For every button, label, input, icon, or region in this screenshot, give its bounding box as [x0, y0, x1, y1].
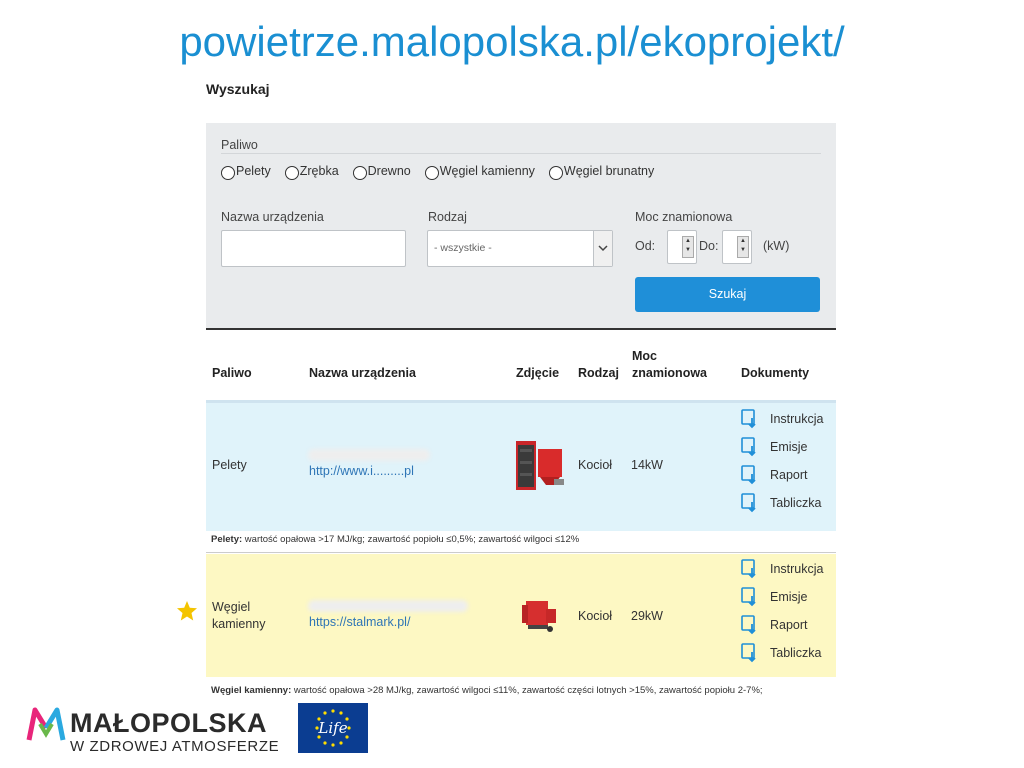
radio-icon[interactable] — [221, 166, 235, 180]
row-power: 29kW — [631, 609, 663, 623]
fuel-divider — [221, 153, 821, 154]
star-icon — [176, 600, 198, 622]
document-download-icon — [740, 587, 760, 607]
doc-link-instrukcja[interactable]: Instrukcja — [740, 559, 824, 579]
header-fuel: Paliwo — [212, 366, 252, 380]
doc-link-emisje[interactable]: Emisje — [740, 437, 808, 457]
radio-icon[interactable] — [425, 166, 439, 180]
device-name-input[interactable] — [221, 230, 406, 267]
power-to-label: Do: — [699, 239, 719, 253]
power-from-label: Od: — [635, 239, 656, 253]
row-type: Kocioł — [578, 609, 613, 623]
malopolska-m-icon — [26, 704, 66, 744]
spinner-arrows-icon[interactable]: ▲ ▼ — [737, 236, 749, 258]
eu-life-logo — [298, 703, 368, 753]
table-row — [206, 554, 836, 677]
power-label: Moc znamionowa — [635, 210, 733, 224]
row-power: 14kW — [631, 458, 663, 472]
doc-link-emisje[interactable]: Emisje — [740, 587, 808, 607]
device-name-label: Nazwa urządzenia — [221, 210, 324, 224]
slide-title: powietrze.malopolska.pl/ekoprojekt/ — [179, 18, 845, 65]
row-fuel: Pelety — [212, 458, 247, 472]
document-download-icon — [740, 643, 760, 663]
radio-icon[interactable] — [353, 166, 367, 180]
website-screenshot — [166, 76, 856, 703]
document-download-icon — [740, 465, 760, 485]
document-download-icon — [740, 559, 760, 579]
header-power-line1: Moc — [632, 349, 657, 363]
fuel-note-pelety: Pelety: wartość opałowa >17 MJ/kg; zawartość popiołu ≤0,5%; zawartość wilgoci ≤12% — [211, 534, 580, 545]
row-fuel-line2: kamienny — [212, 617, 266, 631]
fuel-radio-pelety[interactable]: Pelety — [221, 163, 271, 179]
boiler-photo — [520, 595, 560, 635]
row-url-link[interactable]: https://stalmark.pl/ — [309, 615, 411, 629]
boiler-photo — [514, 439, 568, 493]
chevron-down-icon[interactable] — [593, 231, 612, 266]
doc-link-tabliczka[interactable]: Tabliczka — [740, 643, 821, 663]
fuel-radio-group — [221, 163, 668, 179]
row-url-link[interactable]: http://www.i.........pl — [309, 464, 414, 478]
power-unit: (kW) — [763, 239, 790, 253]
type-select[interactable] — [427, 230, 613, 267]
redacted-device-name — [308, 449, 430, 461]
power-to-input[interactable] — [722, 230, 752, 264]
search-form-panel — [206, 123, 836, 330]
power-from-input[interactable] — [667, 230, 697, 264]
doc-link-raport[interactable]: Raport — [740, 465, 808, 485]
logo-name: MAŁOPOLSKA — [70, 708, 267, 738]
search-button[interactable]: Szukaj — [635, 277, 820, 312]
doc-link-tabliczka[interactable]: Tabliczka — [740, 493, 821, 513]
header-photo: Zdjęcie — [516, 366, 560, 380]
document-download-icon — [740, 409, 760, 429]
fuel-radio-wegiel-kamienny[interactable]: Węgiel kamienny — [425, 163, 535, 179]
header-device-name: Nazwa urządzenia — [309, 366, 416, 380]
row-type: Kocioł — [578, 458, 613, 472]
doc-link-raport[interactable]: Raport — [740, 615, 808, 635]
eu-stars-icon — [298, 703, 368, 753]
document-download-icon — [740, 437, 760, 457]
row-divider — [206, 552, 836, 553]
logo-tagline: W ZDROWEJ ATMOSFERZE — [70, 738, 280, 755]
document-download-icon — [740, 615, 760, 635]
fuel-radio-wegiel-brunatny[interactable]: Węgiel brunatny — [549, 163, 654, 179]
redacted-device-name — [308, 600, 468, 612]
type-select-value: - wszystkie - — [434, 242, 492, 254]
radio-icon[interactable] — [285, 166, 299, 180]
header-power-line2: znamionowa — [632, 366, 708, 380]
radio-icon[interactable] — [549, 166, 563, 180]
table-row — [206, 400, 836, 531]
search-heading: Wyszukaj — [206, 81, 270, 97]
header-type: Rodzaj — [578, 366, 619, 380]
type-label: Rodzaj — [428, 210, 467, 224]
fuel-radio-drewno[interactable]: Drewno — [353, 163, 411, 179]
document-download-icon — [740, 493, 760, 513]
doc-link-instrukcja[interactable]: Instrukcja — [740, 409, 824, 429]
spinner-arrows-icon[interactable]: ▲ ▼ — [682, 236, 694, 258]
row-fuel-line1: Węgiel — [212, 600, 251, 614]
fuel-note-wegiel-kamienny: Węgiel kamienny: wartość opałowa >28 MJ/kg, zawartość wilgoci ≤11%, zawartość części lotnych >15%, zawartość popiołu 2-7%; — [211, 685, 763, 696]
header-documents: Dokumenty — [741, 366, 810, 380]
fuel-radio-zrebka[interactable]: Zrębka — [285, 163, 339, 179]
eu-life-text: Life — [318, 719, 348, 737]
fuel-label: Paliwo — [221, 138, 258, 152]
